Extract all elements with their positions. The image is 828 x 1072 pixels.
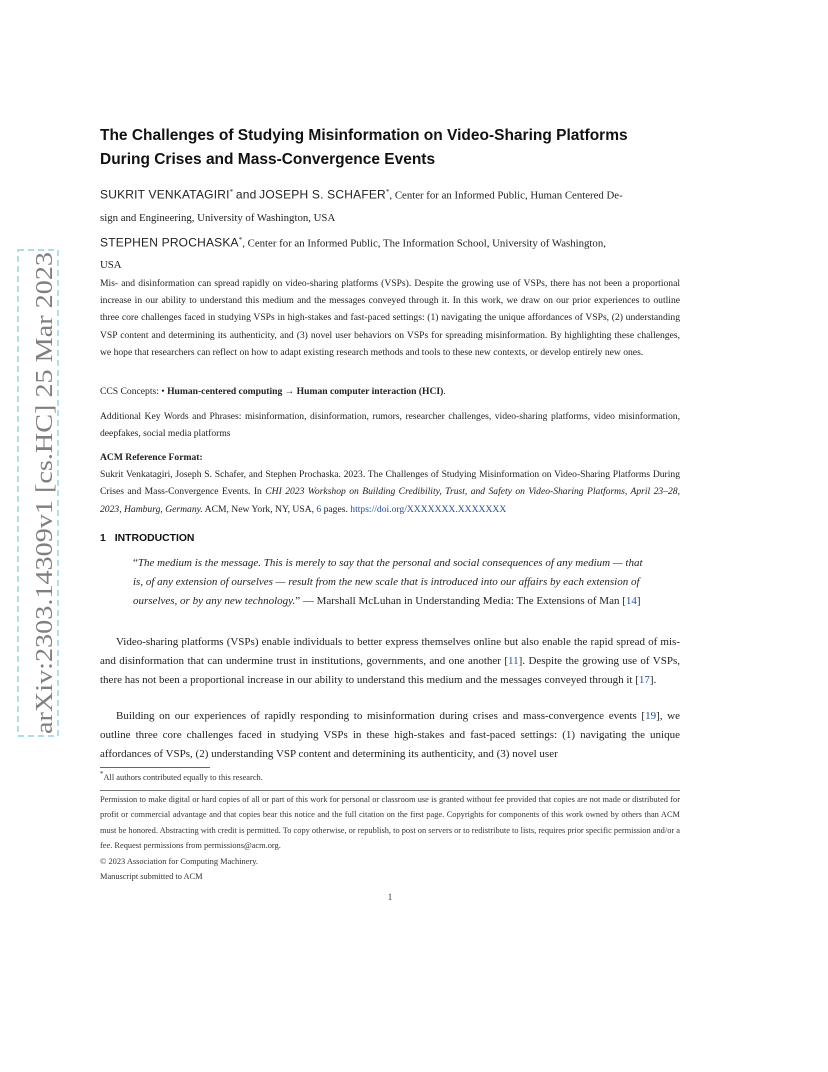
author-line-4: USA (100, 259, 122, 272)
section-heading (100, 533, 194, 544)
doi-link[interactable]: https://doi.org/XXXXXXX.XXXXXXX (350, 503, 507, 515)
title-line-2: During Crises and Mass-Convergence Events (100, 151, 436, 168)
quote-attribution: ” — Marshall McLuhan in Understanding Media: The Extensions of Man [ (295, 595, 626, 607)
permission-text: Permission to make digital or hard copies of all or part of this work for personal or classroom use is granted without fee provided that copies are not made or distributed for profit or commercial advantage and that copies bear this notice and the full citation on the first page. Copyrights for components of this work owned by others than ACM must be honored. Abstracting with credit is permitted. To copy otherwise, or republish, to post on servers or to redistribute to lists, requires prior specific permission and/or a fee. Request permissions from permissions@acm.org. (100, 795, 680, 851)
arxiv-stamp (14, 248, 62, 738)
intro-paragraph-2 (100, 707, 680, 764)
arxiv-id: arXiv:2303.14309v1 [cs.HC] 25 Mar 2023 (31, 314, 58, 734)
citation-link-17[interactable]: 17 (638, 674, 650, 686)
acm-reference-publisher: ACM, New York, NY, USA, (202, 503, 317, 515)
acm-reference (100, 449, 680, 518)
author-mark-1: * (229, 188, 234, 196)
permission-block (100, 792, 680, 884)
author-line-2: sign and Engineering, University of Washington, USA (100, 211, 336, 224)
paper-title (100, 124, 720, 172)
footnote (100, 770, 263, 782)
ccs-sub-concept: Human computer interaction (HCI) (296, 386, 444, 397)
para1-text-1: Video-sharing platforms (VSPs) enable individuals to better express themselves online but also enable the rapid spread of mis- and disinformation that can undermine trust in institutions, governments, and one another [ (100, 636, 680, 667)
ccs-concept: Human-centered computing (167, 386, 283, 397)
author-name-3: STEPHEN PROCHASKA (100, 235, 239, 250)
acm-reference-venue: CHI 2023 Workshop on Building Credibility, Trust, and Safety on Video-Sharing Platforms, April 23–28, 2023, Hamburg, Germany. (100, 486, 680, 515)
para1-text-2: ]. Despite the growing use of VSPs, there has not been a proportional increase in our ability to understand this medium and the messages conveyed through it [ (100, 655, 680, 686)
acm-reference-text: Sukrit Venkatagiri, Joseph S. Schafer, and Stephen Prochaska. 2023. The Challenges of Studying Misinformation on Video-Sharing Platforms During Crises and Mass-Convergence Events. In (100, 469, 680, 498)
author-name-2: JOSEPH S. SCHAFER (259, 187, 386, 202)
ccs-end: . (443, 386, 446, 397)
author-line-3 (100, 229, 682, 255)
author-block (100, 181, 682, 276)
manuscript-line: Manuscript submitted to ACM (100, 872, 203, 882)
quote-end: ] (636, 595, 641, 607)
epigraph-quote (133, 554, 649, 611)
ccs-label: CCS Concepts: • (100, 386, 168, 397)
citation-link-19[interactable]: 19 (645, 710, 657, 722)
section-number: 1 (100, 533, 106, 544)
footnote-text: All authors contributed equally to this research. (103, 772, 263, 782)
author-affiliation-3: , Center for an Informed Public, The Information School, University of Washington, (242, 237, 606, 250)
keywords: Additional Key Words and Phrases: misinformation, disinformation, rumors, researcher challenges, video-sharing platforms, video misinformation, deepfakes, social media platforms (100, 411, 680, 440)
author-affiliation-1: , Center for an Informed Public, Human Centered De- (389, 189, 623, 202)
footnote-mark: * (100, 770, 104, 778)
author-name-1: SUKRIT VENKATAGIRI (100, 187, 230, 202)
author-mark-2: * (385, 188, 390, 196)
author-mark-3: * (238, 235, 243, 244)
page-count-link[interactable]: 6 (316, 503, 322, 515)
citation-link-11[interactable]: 11 (508, 655, 519, 667)
permission-rule (100, 790, 680, 791)
author-line-1 (100, 181, 682, 207)
intro-paragraph-1 (100, 633, 680, 690)
section-title: INTRODUCTION (114, 533, 195, 544)
page-number: 1 (387, 892, 393, 902)
para2-text-1: Building on our experiences of rapidly responding to misinformation during crises and mass-convergence events [ (116, 710, 646, 722)
footnote-rule (100, 767, 210, 768)
para2-text-2: ], we outline three core challenges faced in studying VSPs in these high-stakes and fast-paced settings: (1) navigating the unique affordances of VSPs, (2) understanding VSP content and determining its authenticity, and (3) novel user (100, 710, 680, 760)
ccs-arrow: → (282, 386, 297, 397)
quote-text: The medium is the message. This is merely to say that the personal and social consequences of any medium — that is, of any extension of ourselves — result from the new scale that is introduced into our affairs by each extension of ourselves, or by any new technology. (133, 557, 643, 607)
copyright-line: © 2023 Association for Computing Machinery. (100, 856, 258, 866)
abstract: Mis- and disinformation can spread rapidly on video-sharing platforms (VSPs). Despite the growing use of VSPs, there has not been a proportional increase in our ability to understand this medium and the messages conveyed through it. In this work, we draw on our prior experiences to outline three core challenges faced in studying VSPs in high-stakes and fast-paced settings: (1) navigating the unique affordances of VSPs, (2) understanding VSP content and determining its authenticity, and (3) novel user behaviors on VSPs for spreading misinformation. By highlighting these challenges, we hope that researchers can reflect on how to adapt existing research methods and tools to these new contexts, or develop entirely new ones. (100, 278, 680, 358)
title-line-1: The Challenges of Studying Misinformation on Video-Sharing Platforms (100, 127, 628, 144)
citation-link-14[interactable]: 14 (625, 595, 637, 607)
para1-text-3: ]. (649, 674, 657, 686)
quote-open: “ (133, 557, 138, 569)
acm-reference-heading: ACM Reference Format: (100, 452, 203, 463)
acm-reference-pages: pages. (321, 503, 351, 515)
author-and: and (235, 187, 257, 202)
ccs-concepts (100, 383, 680, 400)
